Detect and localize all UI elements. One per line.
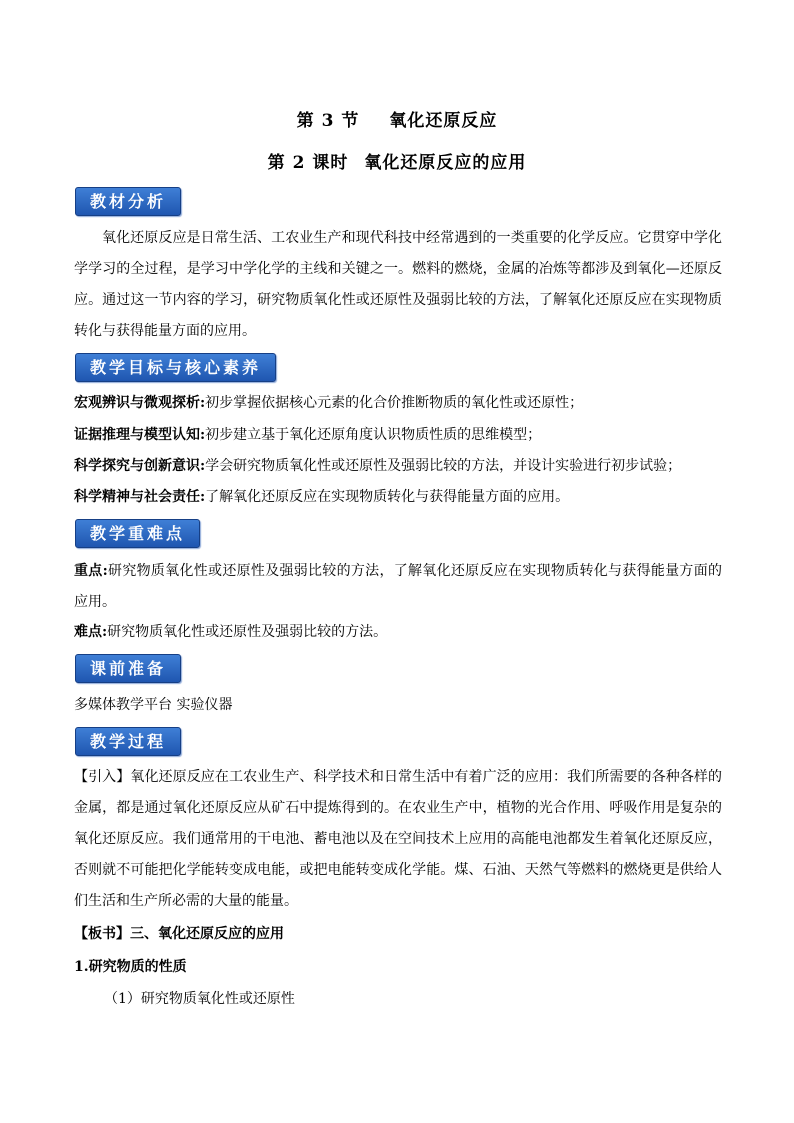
section-title: [0, 106, 794, 131]
goal-text: 初步建立基于氧化还原角度认识物质性质的思维模型；: [205, 427, 542, 443]
intro-text: 氧化还原反应在工农业生产、科学技术和日常生活中有着广泛的应用：我们所需要的各种各样的金属，都是通过氧化还原反应从矿石中提炼得到的。在农业生产中，植物的光合作用、呼吸作用是复杂的氧化还原反应。我们通常用的干电池、蓄电池以及在空间技术上应用的高能电池都发生着氧化还原反应，否则就不可能把化学能转变成电能，或把电能转变成化学能。煤、石油、天然气等燃料的燃烧更是供给人们生活和生产所必需的大量的能量。: [74, 769, 723, 909]
goal-item: [74, 393, 734, 413]
goal-text: 初步掌握依据核心元素的化合价推断物质的氧化性或还原性；: [205, 395, 584, 411]
keypoints-badge: 教学重难点: [75, 519, 200, 548]
preparation-badge: 课前准备: [75, 654, 181, 683]
goals-badge: 教学目标与核心素养: [75, 353, 276, 382]
analysis-badge: 教材分析: [75, 187, 181, 216]
focus-text: 研究物质氧化性或还原性及强弱比较的方法，了解氧化还原反应在实现物质转化与获得能量方面的应用。: [74, 563, 723, 610]
focus-paragraph: [74, 556, 722, 618]
board-text: 三、氧化还原反应的应用: [130, 926, 284, 942]
section-number: 第 3 节: [296, 111, 360, 131]
board-line: [74, 924, 734, 944]
goal-label: 科学精神与社会责任:: [74, 489, 206, 505]
goal-label: 证据推理与模型认知:: [74, 427, 206, 443]
subheading-1-1: （1）研究物质氧化性或还原性: [104, 991, 295, 1007]
goal-text: 了解氧化还原反应在实现物质转化与获得能量方面的应用。: [205, 489, 570, 505]
goal-item: [74, 456, 734, 476]
intro-label: 【引入】: [74, 769, 131, 785]
goal-label: 科学探究与创新意识:: [74, 458, 206, 474]
process-badge: 教学过程: [75, 727, 181, 756]
focus-label: 重点:: [74, 563, 108, 579]
goal-item: [74, 425, 734, 445]
intro-paragraph: [74, 762, 722, 917]
lesson-title: [0, 148, 794, 173]
difficulty-line: [74, 622, 734, 642]
difficulty-text: 研究物质氧化性或还原性及强弱比较的方法。: [107, 624, 388, 640]
lesson-number: 第 2 课时: [267, 153, 349, 173]
section-heading: 氧化还原反应: [389, 111, 498, 131]
lesson-heading: 氧化还原反应的应用: [364, 153, 527, 173]
subheading-1: 1.研究物质的性质: [74, 959, 187, 975]
goal-item: [74, 487, 734, 507]
board-label: 【板书】: [74, 926, 130, 942]
goal-text: 学会研究物质氧化性或还原性及强弱比较的方法，并设计实验进行初步试验；: [205, 458, 682, 474]
preparation-text: 多媒体教学平台 实验仪器: [74, 697, 233, 713]
goal-label: 宏观辨识与微观探析:: [74, 395, 206, 411]
analysis-paragraph: 氧化还原反应是日常生活、工农业生产和现代科技中经常遇到的一类重要的化学反应。它贯穿中学化学学习的全过程，是学习中学化学的主线和关键之一。燃料的燃烧，金属的冶炼等都涉及到氧化—还原反应。通过这一节内容的学习，研究物质氧化性或还原性及强弱比较的方法，了解氧化还原反应在实现物质转化与获得能量方面的应用。: [74, 230, 722, 339]
difficulty-label: 难点:: [74, 624, 108, 640]
